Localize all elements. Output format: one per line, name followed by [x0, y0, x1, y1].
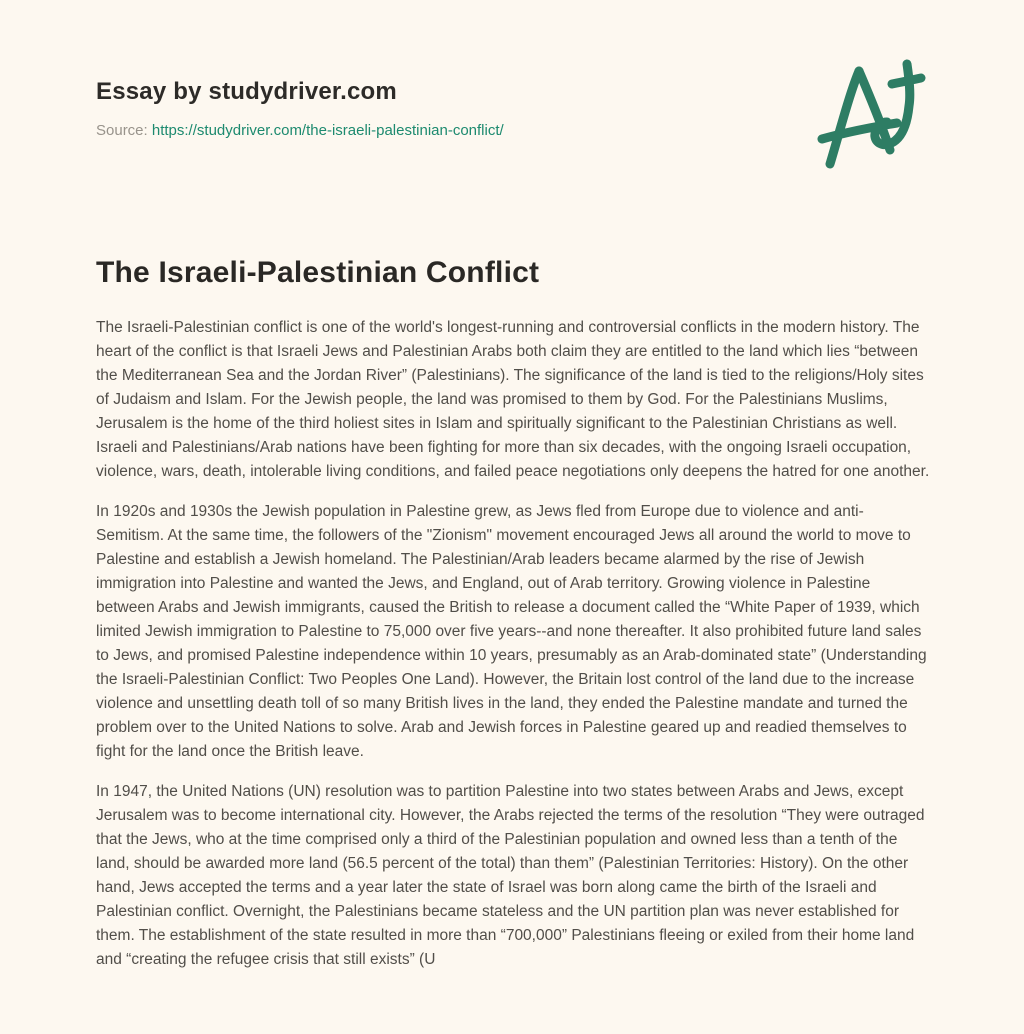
essay-paragraph-1: The Israeli-Palestinian conflict is one of the world's longest-running and controversial conflicts in the modern history. The heart of the conflict is that Israeli Jews and Palestinian Arabs both claim they are entitled to the land which lies “between the Mediterranean Sea and the Jordan River” (Palestinians). The significance of the land is tied to the religions/Holy sites of Judaism and Islam. For the Jewish people, the land was promised to them by God. For the Palestinians Muslims, Jerusalem is the home of the third holiest sites in Islam and spiritually significant to the Palestinian Christians as well. Israeli and Palestinians/Arab nations have been fighting for more than six decades, with the ongoing Israeli occupation, violence, wars, death, intolerable living conditions, and failed peace negotiations only deepens the hatred for one another.	[96, 319, 930, 480]
essay-title: The Israeli-Palestinian Conflict	[96, 256, 540, 289]
document-header	[0, 0, 1024, 139]
page-title: Essay by studydriver.com	[96, 78, 397, 105]
source-line	[96, 122, 928, 139]
source-label: Source:	[96, 122, 148, 139]
source-link[interactable]: https://studydriver.com/the-israeli-palestinian-conflict/	[151, 122, 504, 139]
essay-paragraph-3: In 1947, the United Nations (UN) resolution was to partition Palestine into two states between Arabs and Jews, except Jerusalem was to become international city. However, the Arabs rejected the terms of the resolution “They were outraged that the Jews, who at the time comprised only a third of the Palestinian population and owned less than a tenth of the land, should be awarded more land (56.5 percent of the total) than them” (Palestinian Territories: History). On the other hand, Jews accepted the terms and a year later the state of Israel was born along came the birth of the Israeli and Palestinian conflict. Overnight, the Palestinians became stateless and the UN partition plan was never established for them. The establishment of the state resulted in more than “700,000” Palestinians fleeing or exiled from their home land and “creating the refugee crisis that still exists” (U	[96, 783, 925, 968]
essay-paragraph-2: In 1920s and 1930s the Jewish population in Palestine grew, as Jews fled from Europe due to violence and anti-Semitism. At the same time, the followers of the "Zionism" movement encouraged Jews all around the world to move to Palestine and establish a Jewish homeland. The Palestinian/Arab leaders became alarmed by the rise of Jewish immigration into Palestine and wanted the Jews, and England, out of Arab territory. Growing violence in Palestine between Arabs and Jewish immigrants, caused the British to release a document called the “White Paper of 1939, which limited Jewish immigration to Palestine to 75,000 over five years--and none thereafter. It also prohibited future land sales to Jews, and promised Palestine independence within 10 years, presumably as an Arab-dominated state” (Understanding the Israeli-Palestinian Conflict: Two Peoples One Land). However, the Britain lost control of the land due to the increase violence and unsettling death toll of so many British lives in the land, they ended the Palestine mandate and turned the problem over to the United Nations to solve. Arab and Jewish forces in Palestine geared up and readied themselves to fight for the land once the British leave.	[96, 503, 927, 760]
studydriver-a-plus-logo-icon	[815, 58, 930, 180]
essay-content	[0, 256, 1024, 972]
